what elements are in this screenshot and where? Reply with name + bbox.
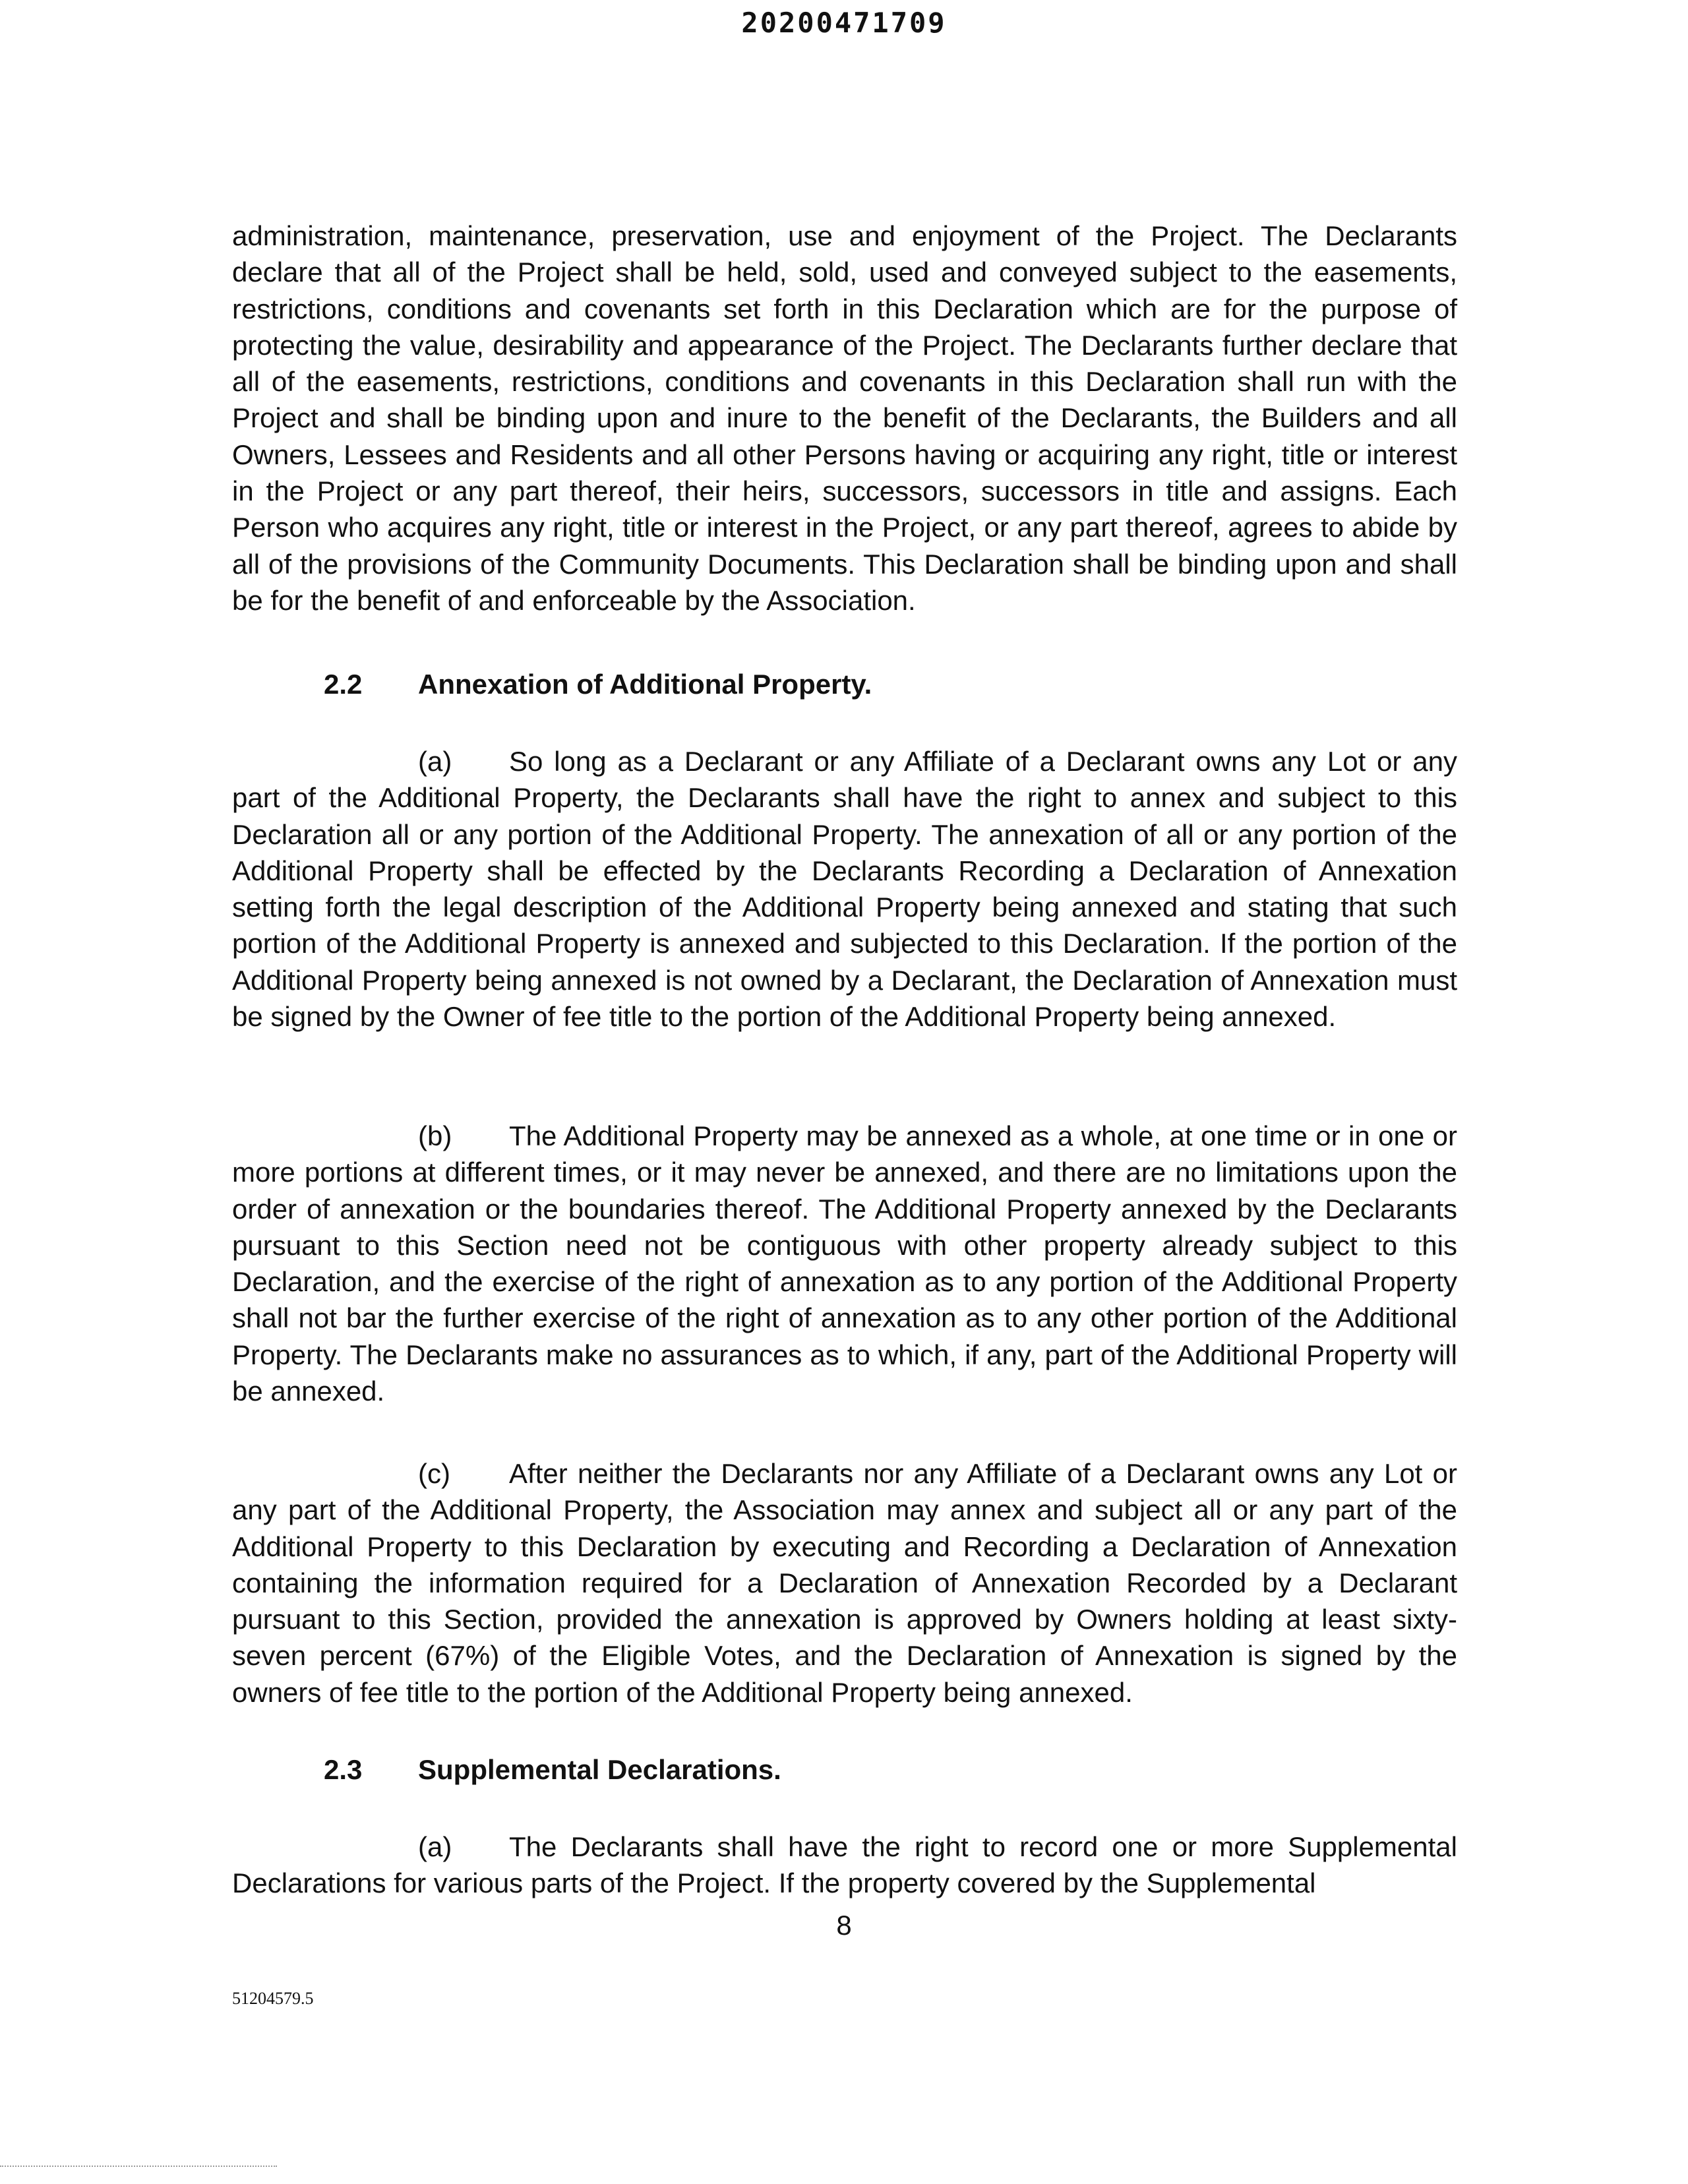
subsection-text: After neither the Declarants nor any Affiliate of a Declarant owns any Lot or any part of the Additional Property, the Association may annex and subject all or any part of the Additional Property to this Declaration by executing and Recording a Declaration of Annexation containing the information required for a Declaration of Annexation Recorded by a Declarant pursuant to this Section, provided the annexation is approved by Owners holding at least sixty-seven percent (67%) of the Eligible Votes, and the Declaration of Annexation is signed by the owners of fee title to the portion of the Additional Property being annexed. — [232, 1458, 1457, 1708]
section-heading-2-2 — [324, 669, 872, 700]
page-number: 8 — [836, 1910, 852, 1941]
subsection-2-2-b — [232, 1118, 1457, 1409]
subsection-2-3-a — [232, 1829, 1457, 1902]
section-heading-2-3 — [324, 1754, 781, 1786]
subsection-2-2-a — [232, 743, 1457, 1035]
subsection-text: The Declarants shall have the right to record one or more Supplemental Declarations for various parts of the Project. If the property covered by the Supplemental — [232, 1831, 1457, 1899]
subsection-label: (c) — [418, 1458, 450, 1489]
section-number: 2.3 — [324, 1754, 363, 1785]
subsection-2-2-c — [232, 1455, 1457, 1711]
subsection-label: (b) — [418, 1120, 452, 1151]
section-title: Annexation of Additional Property. — [418, 669, 872, 700]
paragraph-continuation: administration, maintenance, preservation, use and enjoyment of the Project. The Declarants declare that all of the Project shall be held, sold, used and conveyed subject to the easements, restrictions, conditions and covenants set forth in this Declaration which are for the purpose of protecting the value, desirability and appearance of the Project. The Declarants further declare that all of the easements, restrictions, conditions and covenants in this Declaration shall run with the Project and shall be binding upon and inure to the benefit of the Declarants, the Builders and all Owners, Lessees and Residents and all other Persons having or acquiring any right, title or interest in the Project or any part thereof, their heirs, successors, successors in title and assigns. Each Person who acquires any right, title or interest in the Project, or any part thereof, agrees to abide by all of the provisions of the Community Documents. This Declaration shall be binding upon and shall be for the benefit of and enforceable by the Association. — [232, 220, 1457, 616]
scan-artifact-divider — [0, 2166, 277, 2167]
subsection-label: (a) — [418, 1831, 452, 1862]
subsection-text: So long as a Declarant or any Affiliate of a Declarant owns any Lot or any part of the Additional Property, the Declarants shall have the right to annex and subject to this Declaration all or any portion of the Additional Property. The annexation of all or any portion of the Additional Property shall be effected by the Declarants Recording a Declaration of Annexation setting forth the legal description of the Additional Property being annexed and stating that such portion of the Additional Property is annexed and subjected to this Declaration. If the portion of the Additional Property being annexed is not owned by a Declarant, the Declaration of Annexation must be signed by the Owner of fee title to the portion of the Additional Property being annexed. — [232, 746, 1457, 1033]
section-number: 2.2 — [324, 669, 363, 700]
section-title: Supplemental Declarations. — [418, 1754, 781, 1785]
document-id: 51204579.5 — [232, 1989, 314, 2008]
subsection-label: (a) — [418, 746, 452, 777]
subsection-text: The Additional Property may be annexed as a whole, at one time or in one or more portions at different times, or it may never be annexed, and there are no limitations upon the order of annexation or the boundaries thereof. The Additional Property annexed by the Declarants pursuant to this Section need not be contiguous with other property already subject to this Declaration, and the exercise of the right of annexation as to any portion of the Additional Property shall not bar the further exercise of the right of annexation as to any other portion of the Additional Property. The Declarants make no assurances as to which, if any, part of the Additional Property will be annexed. — [232, 1120, 1457, 1407]
recording-number: 20200471709 — [741, 7, 947, 39]
